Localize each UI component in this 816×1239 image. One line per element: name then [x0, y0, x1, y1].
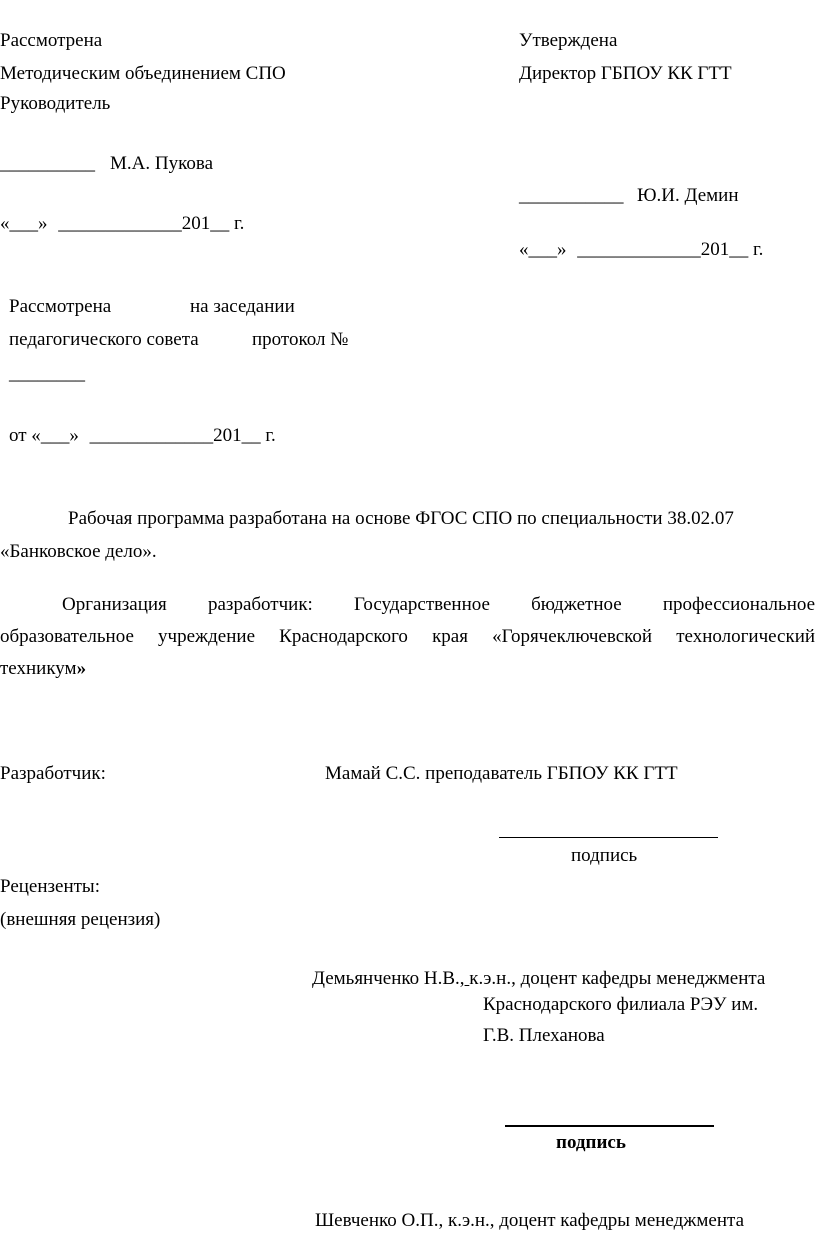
organization-word: «Горячеключевской: [492, 626, 653, 647]
head-name: М.А. Пукова: [110, 153, 214, 174]
left-date-month-blank: _____________: [58, 213, 182, 234]
organization-word: бюджетное: [531, 594, 622, 615]
organization-line-3-text: техникум: [0, 658, 77, 679]
right-date-day-blank: ___: [528, 239, 557, 260]
reviewer-1-signature-line: [505, 1125, 714, 1127]
head-signature-line: __________: [0, 153, 95, 174]
review-type: (внешняя рецензия): [0, 909, 161, 930]
reviewer-1-line-1: [312, 969, 765, 988]
organization-word: Государственное: [354, 594, 490, 615]
reviewer-1-signature-caption: подпись: [556, 1132, 626, 1153]
left-date-open-quote: «: [0, 213, 10, 234]
approved-label: Утверждена: [519, 30, 618, 51]
reviewer-1-degree: к.э.н., доцент кафедры менеджмента: [469, 968, 766, 989]
left-date-year: 201__ г.: [181, 213, 245, 234]
developer-name: Мамай С.С. преподаватель ГБПОУ КК ГТТ: [325, 763, 678, 784]
organization-word: учреждение: [158, 626, 256, 647]
organization-line-3-quote: »: [76, 658, 87, 679]
organization-word: профессиональное: [662, 594, 816, 615]
right-date-line: [519, 240, 763, 259]
left-date-line: [0, 214, 244, 233]
council-date-year: 201__ г.: [213, 425, 276, 446]
right-date-open-quote: «: [519, 239, 529, 260]
organization-word: разработчик:: [208, 594, 313, 615]
protocol-number-blank: ________: [9, 363, 85, 384]
council-date-close-quote: »: [69, 425, 79, 446]
organization-word: Организация: [62, 594, 167, 615]
organization-word: Краснодарского: [279, 626, 408, 647]
director-name: Ю.И. Демин: [637, 185, 739, 206]
methodical-association-label: Методическим объединением СПО: [0, 63, 286, 84]
reviewer-1-line-3: Г.В. Плеханова: [483, 1025, 605, 1046]
director-signature-line: ___________: [519, 185, 624, 206]
council-at-meeting-label: на заседании: [190, 296, 295, 317]
developer-signature-line: [499, 837, 718, 838]
organization-line-1: [0, 595, 815, 614]
reviewer-1-name: Демьянченко Н.В.,: [312, 968, 465, 989]
council-date-line: [9, 426, 276, 445]
director-title: Директор ГБПОУ КК ГТТ: [519, 63, 732, 84]
organization-word: края: [432, 626, 468, 647]
council-date-day-blank: ___: [40, 425, 70, 446]
organization-word: технологический: [676, 626, 816, 647]
council-date-prefix: от «: [9, 425, 41, 446]
basis-line-2: «Банковское дело».: [0, 541, 157, 562]
right-date-close-quote: »: [557, 239, 567, 260]
right-date-year: 201__ г.: [700, 239, 764, 260]
council-date-month-blank: _____________: [89, 425, 214, 446]
organization-line-3: [0, 659, 86, 678]
reviewers-label: Рецензенты:: [0, 876, 100, 897]
reviewer-1-line-2: Краснодарского филиала РЭУ им.: [483, 994, 759, 1015]
council-considered-label: Рассмотрена: [9, 296, 112, 317]
left-date-day-blank: ___: [9, 213, 38, 234]
left-date-close-quote: »: [38, 213, 48, 234]
reviewer-2-line-1: Шевченко О.П., к.э.н., доцент кафедры менеджмента: [315, 1210, 745, 1231]
head-title: Руководитель: [0, 93, 111, 114]
organization-word: образовательное: [0, 626, 134, 647]
considered-label: Рассмотрена: [0, 30, 103, 51]
protocol-label: протокол №: [252, 329, 349, 350]
organization-line-2: [0, 627, 815, 646]
developer-signature-caption: подпись: [571, 845, 638, 866]
council-name: педагогического совета: [9, 329, 199, 350]
basis-line-1: Рабочая программа разработана на основе ФГОС СПО по специальности 38.02.07: [68, 508, 734, 529]
developer-label: Разработчик:: [0, 763, 106, 784]
right-date-month-blank: _____________: [577, 239, 701, 260]
